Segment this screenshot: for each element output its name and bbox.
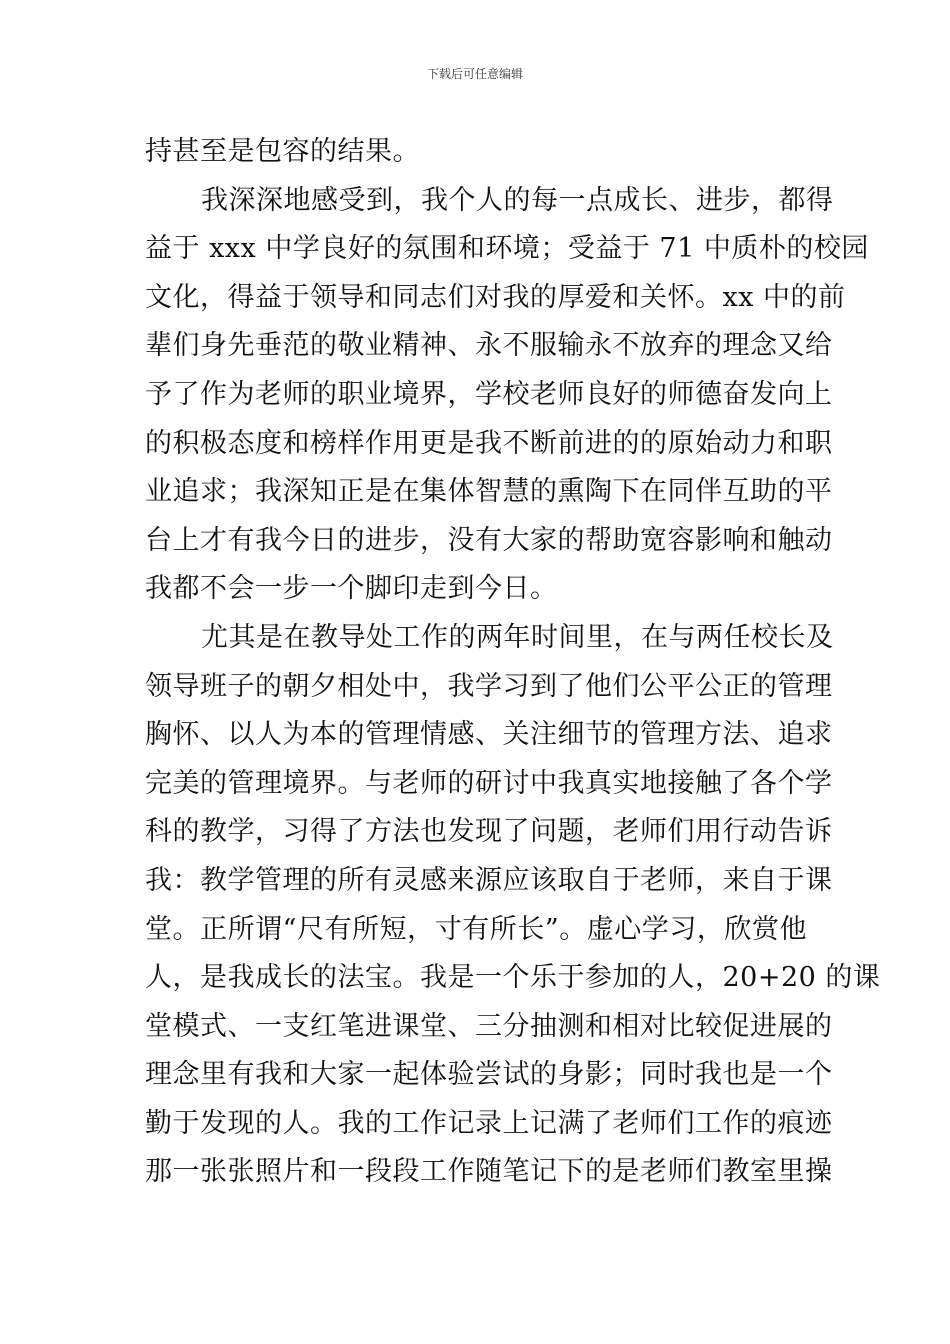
text-line: 尤其是在教导处工作的两年时间里，在与两任校长及 bbox=[201, 621, 834, 653]
text-line: 辈们身先垂范的敬业精神、永不服输永不放弃的理念又给 bbox=[145, 330, 833, 362]
text-line: 人，是我成长的法宝。我是一个乐于参加的人，20+20 的课 bbox=[145, 962, 881, 994]
text-line: 那一张张照片和一段段工作随笔记下的是老师们教室里操 bbox=[145, 1156, 833, 1188]
text-line: 我：教学管理的所有灵感来源应该取自于老师，来自于课 bbox=[145, 864, 833, 896]
text-line: 完美的管理境界。与老师的研讨中我真实地接触了各个学 bbox=[145, 767, 833, 799]
text-line: 台上才有我今日的进步，没有大家的帮助宽容影响和触动 bbox=[145, 524, 833, 556]
text-line: 业追求；我深知正是在集体智慧的熏陶下在同伴互助的平 bbox=[145, 476, 833, 508]
text-line: 勤于发现的人。我的工作记录上记满了老师们工作的痕迹 bbox=[145, 1107, 833, 1139]
text-line: 科的教学，习得了方法也发现了问题，老师们用行动告诉 bbox=[145, 816, 833, 848]
text-line: 的积极态度和榜样作用更是我不断前进的的原始动力和职 bbox=[145, 427, 833, 459]
text-line: 领导班子的朝夕相处中，我学习到了他们公平公正的管理 bbox=[145, 670, 833, 702]
document-body bbox=[145, 128, 881, 1197]
text-line: 益于 xxx 中学良好的氛围和环境；受益于 71 中质朴的校园 bbox=[145, 233, 869, 265]
text-line: 胸怀、以人为本的管理情感、关注细节的管理方法、追求 bbox=[145, 719, 833, 751]
text-line: 持甚至是包容的结果。 bbox=[145, 136, 420, 167]
page-header-note: 下载后可任意编辑 bbox=[426, 67, 523, 81]
text-line: 我都不会一步一个脚印走到今日。 bbox=[145, 573, 558, 605]
text-line: 文化，得益于领导和同志们对我的厚爱和关怀。xx 中的前 bbox=[145, 281, 846, 313]
text-line: 堂。正所谓“尺有所短，寸有所长”。虚心学习，欣赏他 bbox=[145, 913, 807, 945]
text-line: 予了作为老师的职业境界，学校老师良好的师德奋发向上 bbox=[145, 378, 833, 410]
text-line: 堂模式、一支红笔进课堂、三分抽测和相对比较促进展的 bbox=[145, 1010, 833, 1042]
text-line: 理念里有我和大家一起体验尝试的身影；同时我也是一个 bbox=[145, 1059, 833, 1091]
text-line: 我深深地感受到，我个人的每一点成长、进步，都得 bbox=[201, 184, 834, 216]
